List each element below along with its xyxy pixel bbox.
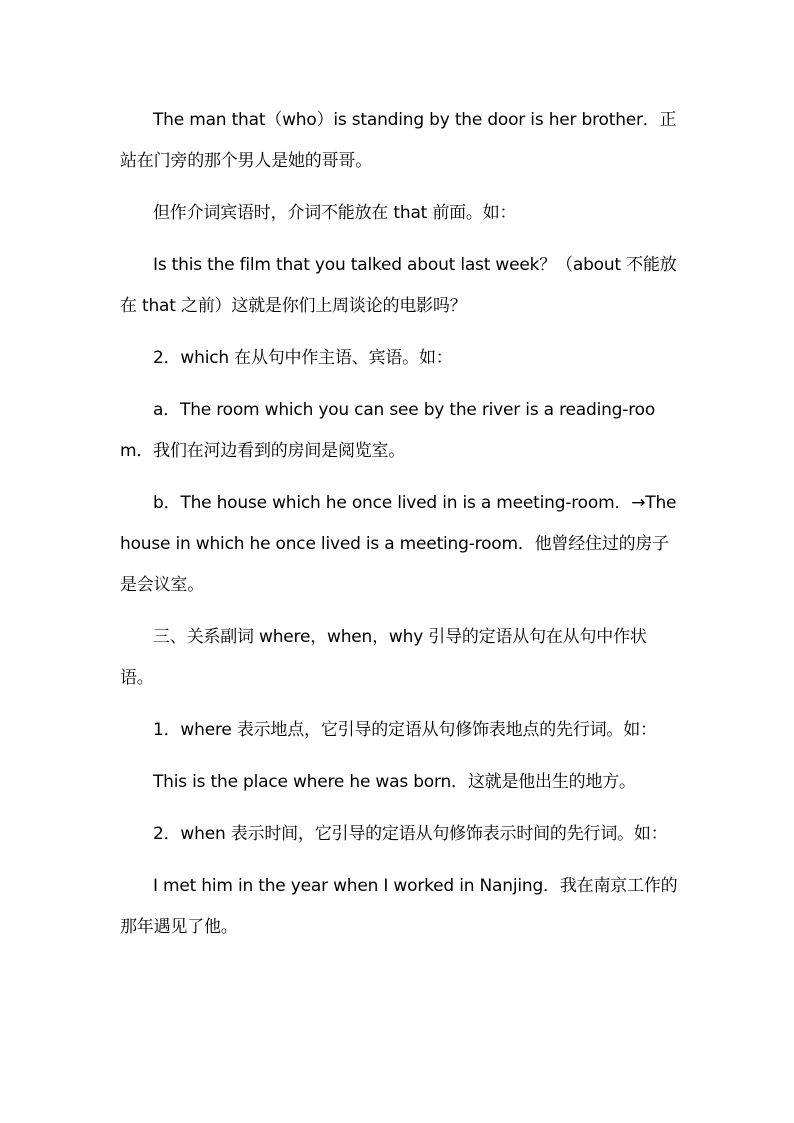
paragraph-where-rule: 1．where 表示地点，它引导的定语从句修饰表地点的先行词。如： [153,720,657,740]
paragraph-when-rule: 2．when 表示时间，它引导的定语从句修饰表示时间的先行词。如： [153,824,668,844]
paragraph-gap [120,234,678,245]
paragraph-gap [120,182,678,193]
document-body [120,100,678,948]
paragraph-gap [120,803,678,814]
paragraph-example-house: b．The house which he once lived in is a meeting-room．→The house in which he once lived is a meeting-room．他曾经住过的房子是会议室。 [120,493,677,595]
paragraph-preposition-rule: 但作介词宾语时，介词不能放在 that 前面。如： [153,203,517,223]
paragraph-relative-adverbs-heading: 三、关系副词 where，when，why 引导的定语从句在从句中作状语。 [120,627,647,688]
paragraph-gap [120,699,678,710]
paragraph-example-film: Is this the film that you talked about last week？（about 不能放在 that 之前）这就是你们上周谈论的电影吗？ [120,255,677,316]
paragraph-example-brother: The man that（who）is standing by the door is her brother．正站在门旁的那个男人是她的哥哥。 [120,110,677,171]
paragraph-example-nanjing: I met him in the year when I worked in Nanjing．我在南京工作的那年遇见了他。 [120,876,678,937]
paragraph-gap [120,327,678,338]
paragraph-example-born: This is the place where he was born．这就是他出生的地方。 [153,772,636,792]
paragraph-gap [120,751,678,762]
paragraph-gap [120,855,678,866]
paragraph-which-heading: 2．which 在从句中作主语、宾语。如： [153,348,453,368]
paragraph-gap [120,472,678,483]
paragraph-example-room: a．The room which you can see by the river is a reading-room．我们在河边看到的房间是阅览室。 [120,400,656,461]
paragraph-gap [120,379,678,390]
paragraph-gap [120,606,678,617]
